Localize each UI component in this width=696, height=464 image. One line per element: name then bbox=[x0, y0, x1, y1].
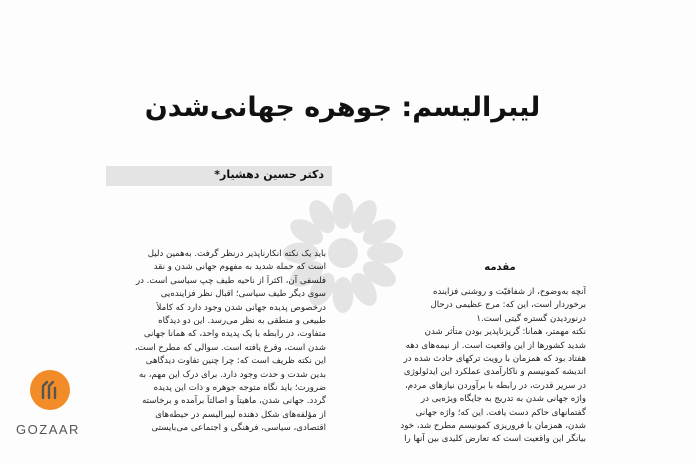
right-text-column bbox=[346, 286, 586, 447]
text-line: فلسفی آن، اکثراً از ناحیه طیف چپ سیاسی است. در bbox=[135, 275, 326, 286]
text-line: گردد. جهانی شدن، ماهیتاً و اصالتاً برآمده و برخاسته bbox=[142, 396, 326, 407]
text-line: آنچه به‌وضوح، از شفافیّت و روشنی فزاینده bbox=[432, 287, 586, 297]
text-line: است که حمله شدید به مفهوم جهانی شدن و نقد bbox=[153, 262, 326, 273]
text-line: شدید کشورها از این واقعیت است. از نیمه‌های دهه bbox=[405, 340, 586, 351]
text-line: هفتاد بود که همزمان با رویت ترکهای حادث شده در bbox=[403, 354, 586, 365]
text-line: این نکته ظریف است که: چرا چنین تفاوت دیدگاهی bbox=[145, 356, 326, 367]
text-line: برخوردار است، این که: مرج عظیمی درحال bbox=[430, 300, 586, 311]
text-line: در سریر قدرت، در رابطه با برآوردن نیازهای مردم، bbox=[405, 380, 586, 391]
logo-text: GOZAAR bbox=[16, 422, 80, 437]
text-line: بدین شدت و حدت وجود دارد. برای درک این مهم، به bbox=[139, 369, 326, 380]
text-line: بیانگر این واقعیت است که تعارض کلیدی بین آنها را bbox=[404, 434, 586, 445]
text-line: متفاوت، در رابطه با یک پدیده واحد، که همانا جهانی bbox=[143, 329, 326, 340]
text-line: طبیعی و منطقی به نظر می‌رسد. این دو دیدگاه bbox=[158, 316, 326, 327]
section-heading: مقدمه bbox=[484, 262, 516, 273]
text-line: سوی دیگر طیف سیاسی؛ اقبال نظر فزاینده‌یی bbox=[160, 289, 326, 300]
text-line: شدن است، وفرع یافته است. سوالی که مطرح است، bbox=[134, 342, 326, 353]
text-line: درخصوص پدیده جهانی شدن وجود دارد که کاملاً bbox=[156, 302, 326, 313]
author-name: دکتر حسین دهشیار* bbox=[214, 168, 324, 181]
text-line: اندیشه کمونیسم و ناکارآمدی عملکرد این ایدئولوژی bbox=[403, 367, 586, 378]
text-line: نکته مهمتر، همانا: گریزناپذیر بودن متأثر شدن bbox=[424, 327, 586, 338]
logo-mark-icon bbox=[38, 378, 62, 402]
text-line: واژه جهانی شدن به تدریج به جایگاه ویژه‌یی در bbox=[420, 394, 586, 405]
text-line: گفتمانهای حاکم دست یافت. این که؛ واژه جهانی bbox=[415, 407, 586, 418]
gozaar-logo bbox=[16, 370, 80, 454]
left-text-column bbox=[86, 248, 326, 436]
text-line: درنوردیدن گستره گیتی است.۱ bbox=[476, 313, 586, 324]
text-line: شدن، همزمان با فروریزی کمونیسم مطرح شد، خود bbox=[400, 421, 586, 432]
text-line: اقتصادی، سیاسی، فرهنگی و اجتماعی می‌بایستی bbox=[151, 423, 326, 434]
text-line: باید یک نکته انکارناپذیر درنظر گرفت. به‌همین دلیل bbox=[147, 249, 326, 259]
text-line: ضرورت؛ باید نگاه متوجه جوهره و ذات این پدیده bbox=[153, 383, 326, 394]
article-title: لیبرالیسم: جوهره جهانی‌شدن bbox=[144, 92, 541, 123]
text-line: از مؤلفه‌های شکل دهنده لیبرالیسم در حیطه‌های bbox=[155, 409, 326, 420]
